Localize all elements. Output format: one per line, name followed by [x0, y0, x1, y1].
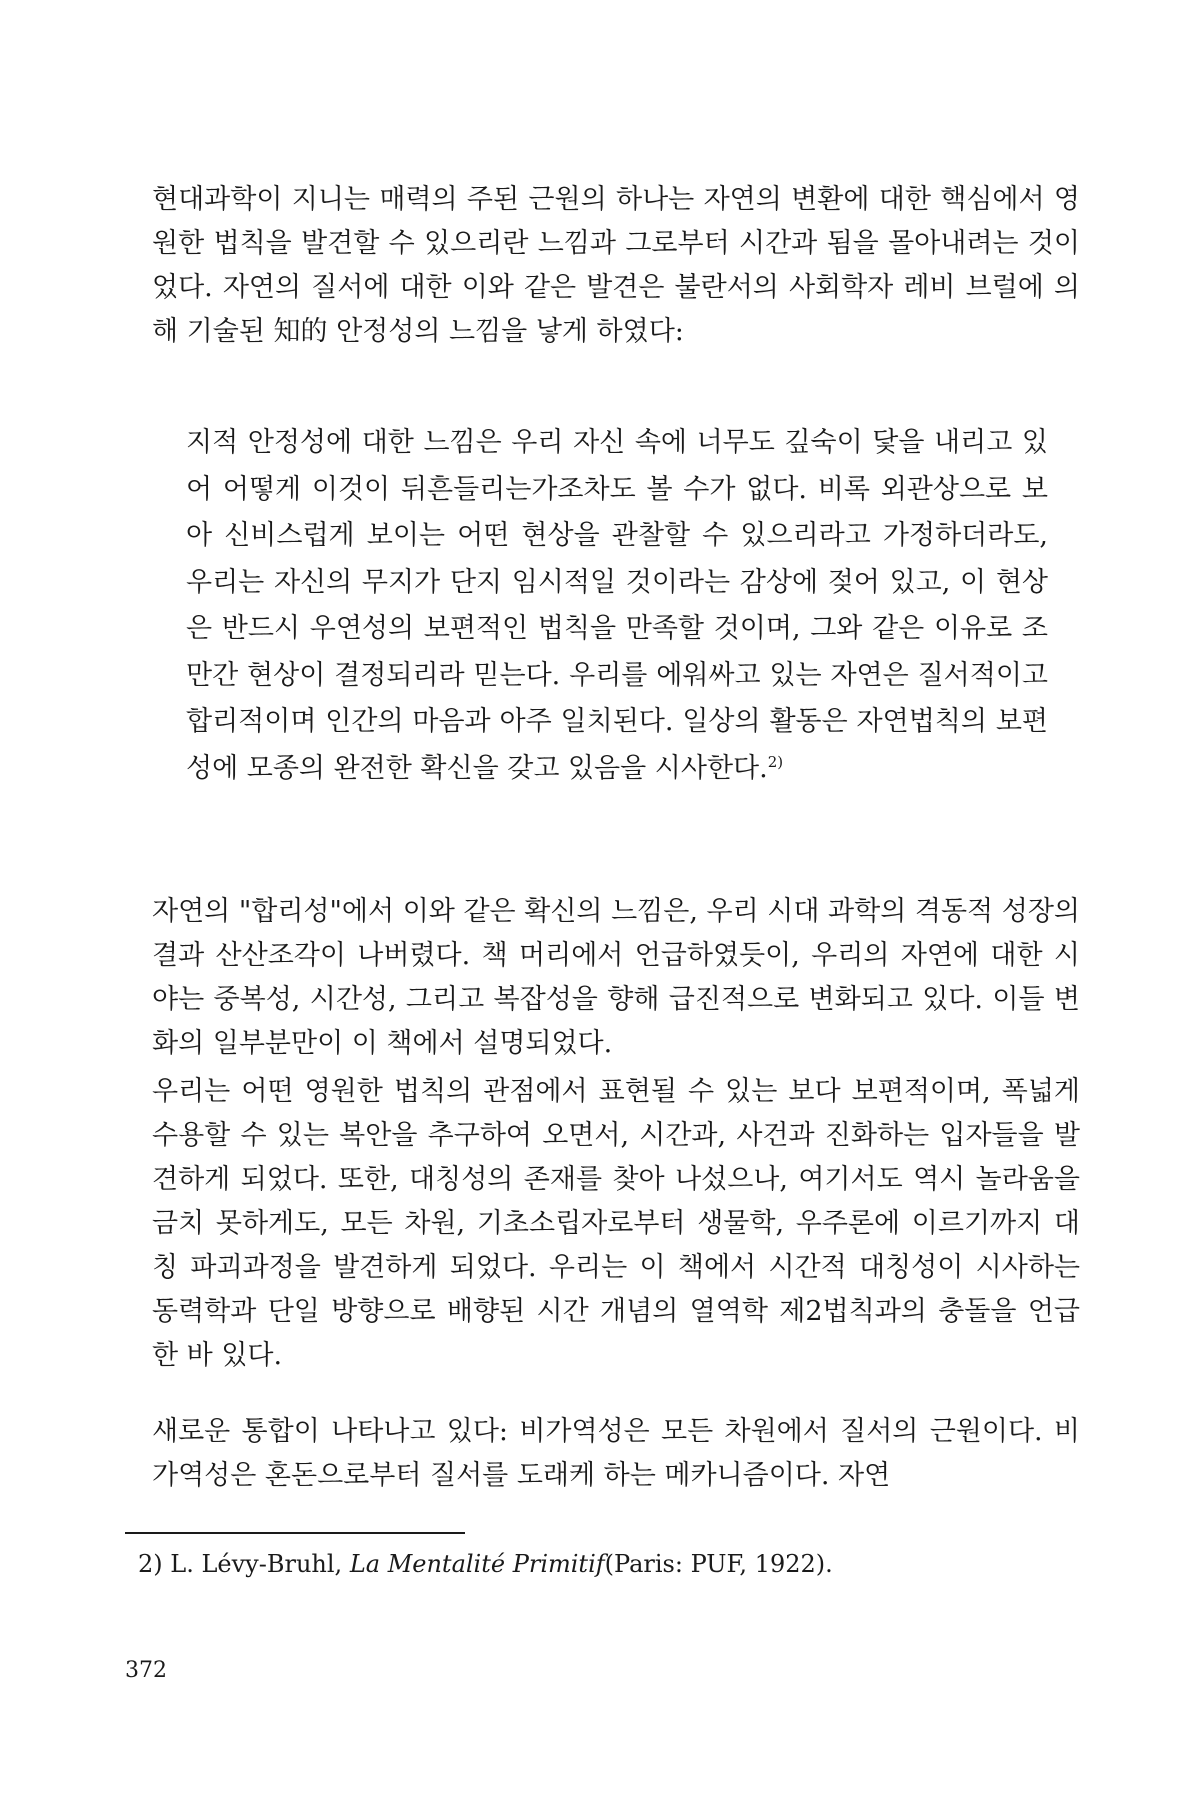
block-quote-text: 지적 안정성에 대한 느낌은 우리 자신 속에 너무도 깊숙이 닻을 내리고 있어 어떻게 이것이 뒤흔들리는가조차도 볼 수가 없다. 비록 외관상으로 보아 신비스럽게 보이는 어떤 현상을 관찰할 수 있으리라고 가정하더라도, 우리는 자신의 무지가 단지 임시적일 것이라는 감상에 젖어 있고, 이 현상은 반드시 우연성의 보편적인 법칙을 만족할 것이며, 그와 같은 이유로 조만간 현상이 결정되리라 믿는다. 우리를 에워싸고 있는 자연은 질서적이고 합리적이며 인간의 마음과 아주 일치된다. 일상의 활동은 자연법칙의 보편성에 모종의 완전한 확신을 갖고 있음을 시사한다. [186, 427, 1048, 784]
paragraph-3: 우리는 어떤 영원한 법칙의 관점에서 표현될 수 있는 보다 보편적이며, 폭넓게 수용할 수 있는 복안을 추구하여 오면서, 시간과, 사건과 진화하는 입자들을 발견하게 되었다. 또한, 대칭성의 존재를 찾아 나섰으나, 여기서도 역시 놀라움을 금치 못하게도, 모든 차원, 기초소립자로부터 생물학, 우주론에 이르기까지 대칭 파괴과정을 발견하게 되었다. 우리는 이 책에서 시간적 대칭성이 시사하는 동력학과 단일 방향으로 배향된 시간 개념의 열역학 제2법칙과의 충돌을 언급한 바 있다. [152, 1076, 1080, 1371]
paragraph-2: 자연의 "합리성"에서 이와 같은 확신의 느낌은, 우리 시대 과학의 격동적 성장의 결과 산산조각이 나버렸다. 책 머리에서 언급하였듯이, 우리의 자연에 대한 시야는 중복성, 시간성, 그리고 복잡성을 향해 급진적으로 변화되고 있다. 이들 변화의 일부분만이 이 책에서 설명되었다. [152, 896, 1080, 1059]
paragraph-1: 현대과학이 지니는 매력의 주된 근원의 하나는 자연의 변환에 대한 핵심에서 영원한 법칙을 발견할 수 있으리란 느낌과 그로부터 시간과 됨을 몰아내려는 것이었다. 자연의 질서에 대한 이와 같은 발견은 불란서의 사회학자 레비 브럴에 의해 기술된 知的 안정성의 느낌을 낳게 하였다: [152, 184, 1080, 347]
footnote-title: La Mentalité Primitif [349, 1550, 605, 1578]
footnote-author: L. Lévy-Bruhl, [170, 1550, 343, 1578]
paragraph-4: 새로운 통합이 나타나고 있다: 비가역성은 모든 차원에서 질서의 근원이다. 비가역성은 혼돈으로부터 질서를 도래케 하는 메카니즘이다. 자연 [152, 1416, 1080, 1491]
block-quote [186, 420, 1048, 792]
footnote-reference[interactable]: 2) [767, 752, 784, 771]
footnote [138, 1548, 833, 1580]
footnote-number: 2) [138, 1550, 163, 1578]
page-number: 372 [125, 1658, 167, 1683]
footnote-divider [125, 1532, 465, 1534]
footnote-publication: (Paris: PUF, 1922). [604, 1550, 833, 1578]
